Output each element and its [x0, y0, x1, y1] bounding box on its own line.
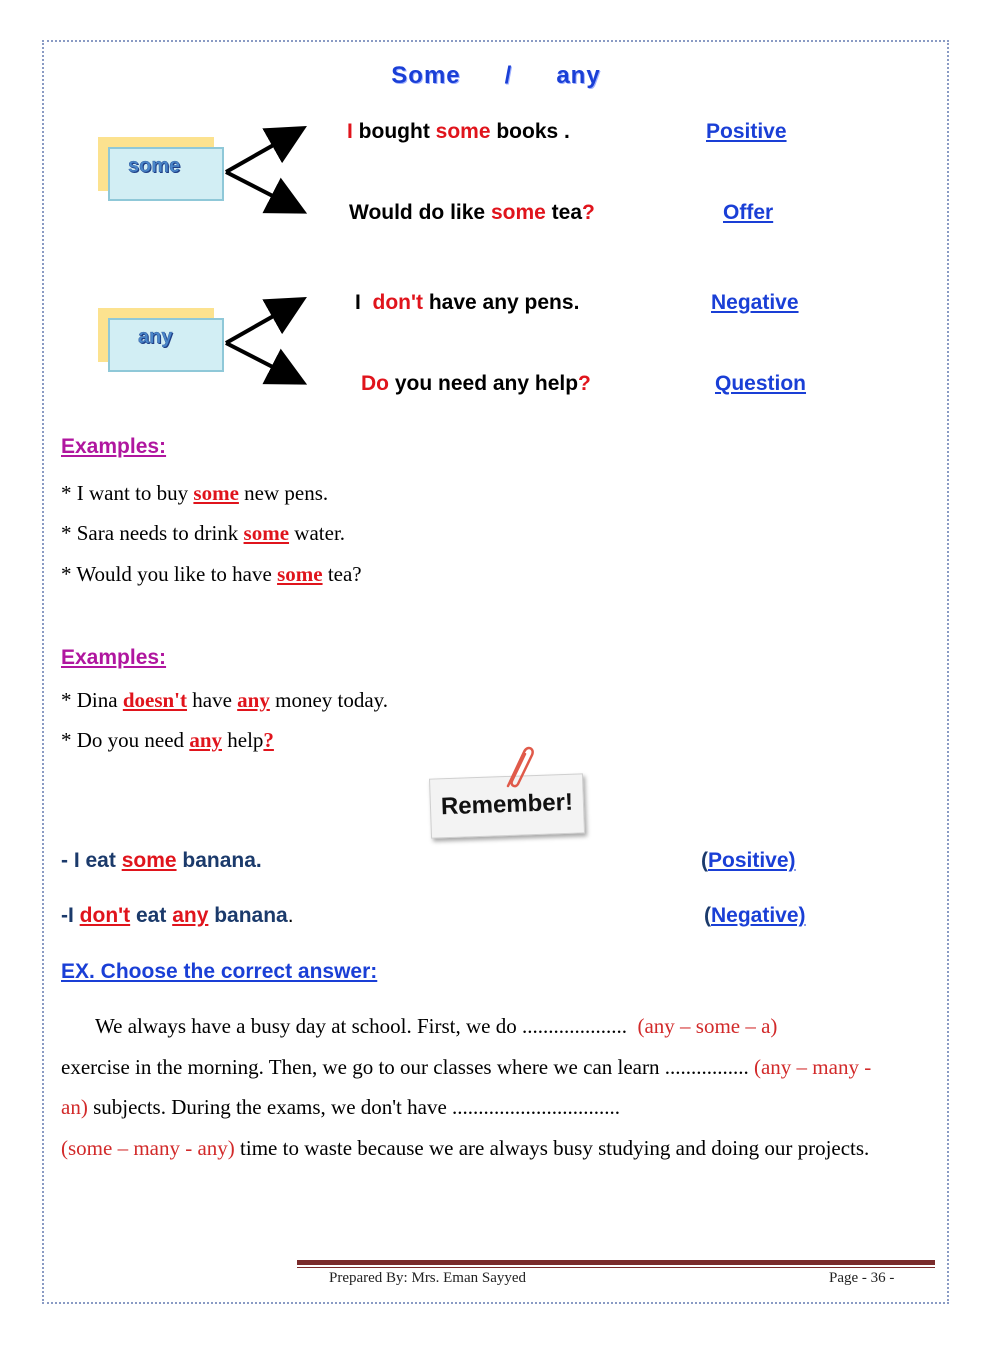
footer-rule-thin	[297, 1267, 935, 1268]
remember-negative-tag: (Negative)	[704, 904, 806, 927]
rule-question-sentence: Do you need any help?	[361, 372, 591, 395]
rule-positive-label[interactable]: Positive	[706, 120, 787, 143]
remember-negative-line: -I don't eat any banana.	[61, 904, 294, 927]
example-some-3: * Would you like to have some tea?	[61, 562, 362, 586]
arrow-any-negative	[226, 301, 300, 343]
footer-prepared-by: Prepared By: Mrs. Eman Sayyed	[329, 1270, 527, 1286]
examples-heading-any: Examples:	[61, 646, 167, 669]
rule-offer-sentence: Would do like some tea?	[349, 201, 595, 224]
example-any-1: * Dina doesn't have any money today.	[61, 688, 389, 712]
remember-positive-line: - I eat some banana.	[61, 849, 262, 872]
remember-positive-tag: (Positive)	[701, 849, 796, 872]
rule-question-label[interactable]: Question	[715, 372, 807, 395]
exercise-options-3[interactable]: (some – many - any)	[61, 1135, 235, 1160]
some-box-label: some	[128, 155, 181, 177]
rule-positive-sentence: I bought some books .	[347, 120, 570, 143]
examples-heading-some: Examples:	[61, 435, 167, 458]
arrow-some-offer	[226, 172, 300, 210]
exercise-paragraph: We always have a busy day at school. First, we do .................... (any – some – a) exercise in the morning. Then, we go to our classes where we can learn ................ (any – many - an) subjects. During the exams, we don't have ................................ (some – many - any) time to waste because we are always busy studying and doing our projects.	[61, 1014, 872, 1160]
example-some-2: * Sara needs to drink some water.	[61, 521, 346, 545]
example-any-2: * Do you need any help?	[61, 728, 274, 752]
rule-negative-sentence: I don't have any pens.	[355, 291, 580, 314]
remember-label: Remember!	[440, 788, 574, 821]
arrow-any-question	[226, 343, 300, 381]
page-title: Some / any	[391, 62, 601, 89]
rule-offer-label[interactable]: Offer	[723, 201, 774, 224]
arrow-some-positive	[226, 130, 300, 172]
example-some-1: * I want to buy some new pens.	[61, 481, 329, 505]
footer-page-number: Page - 36 -	[829, 1270, 895, 1286]
footer-rule	[297, 1260, 935, 1265]
rule-negative-label[interactable]: Negative	[711, 291, 799, 314]
paperclip-icon	[498, 744, 538, 790]
any-box-label: any	[138, 326, 173, 348]
exercise-options-1[interactable]: (any – some – a)	[637, 1014, 778, 1038]
exercise-options-2[interactable]: (any – many - an)	[61, 1054, 872, 1119]
exercise-heading: EX. Choose the correct answer:	[61, 960, 378, 983]
